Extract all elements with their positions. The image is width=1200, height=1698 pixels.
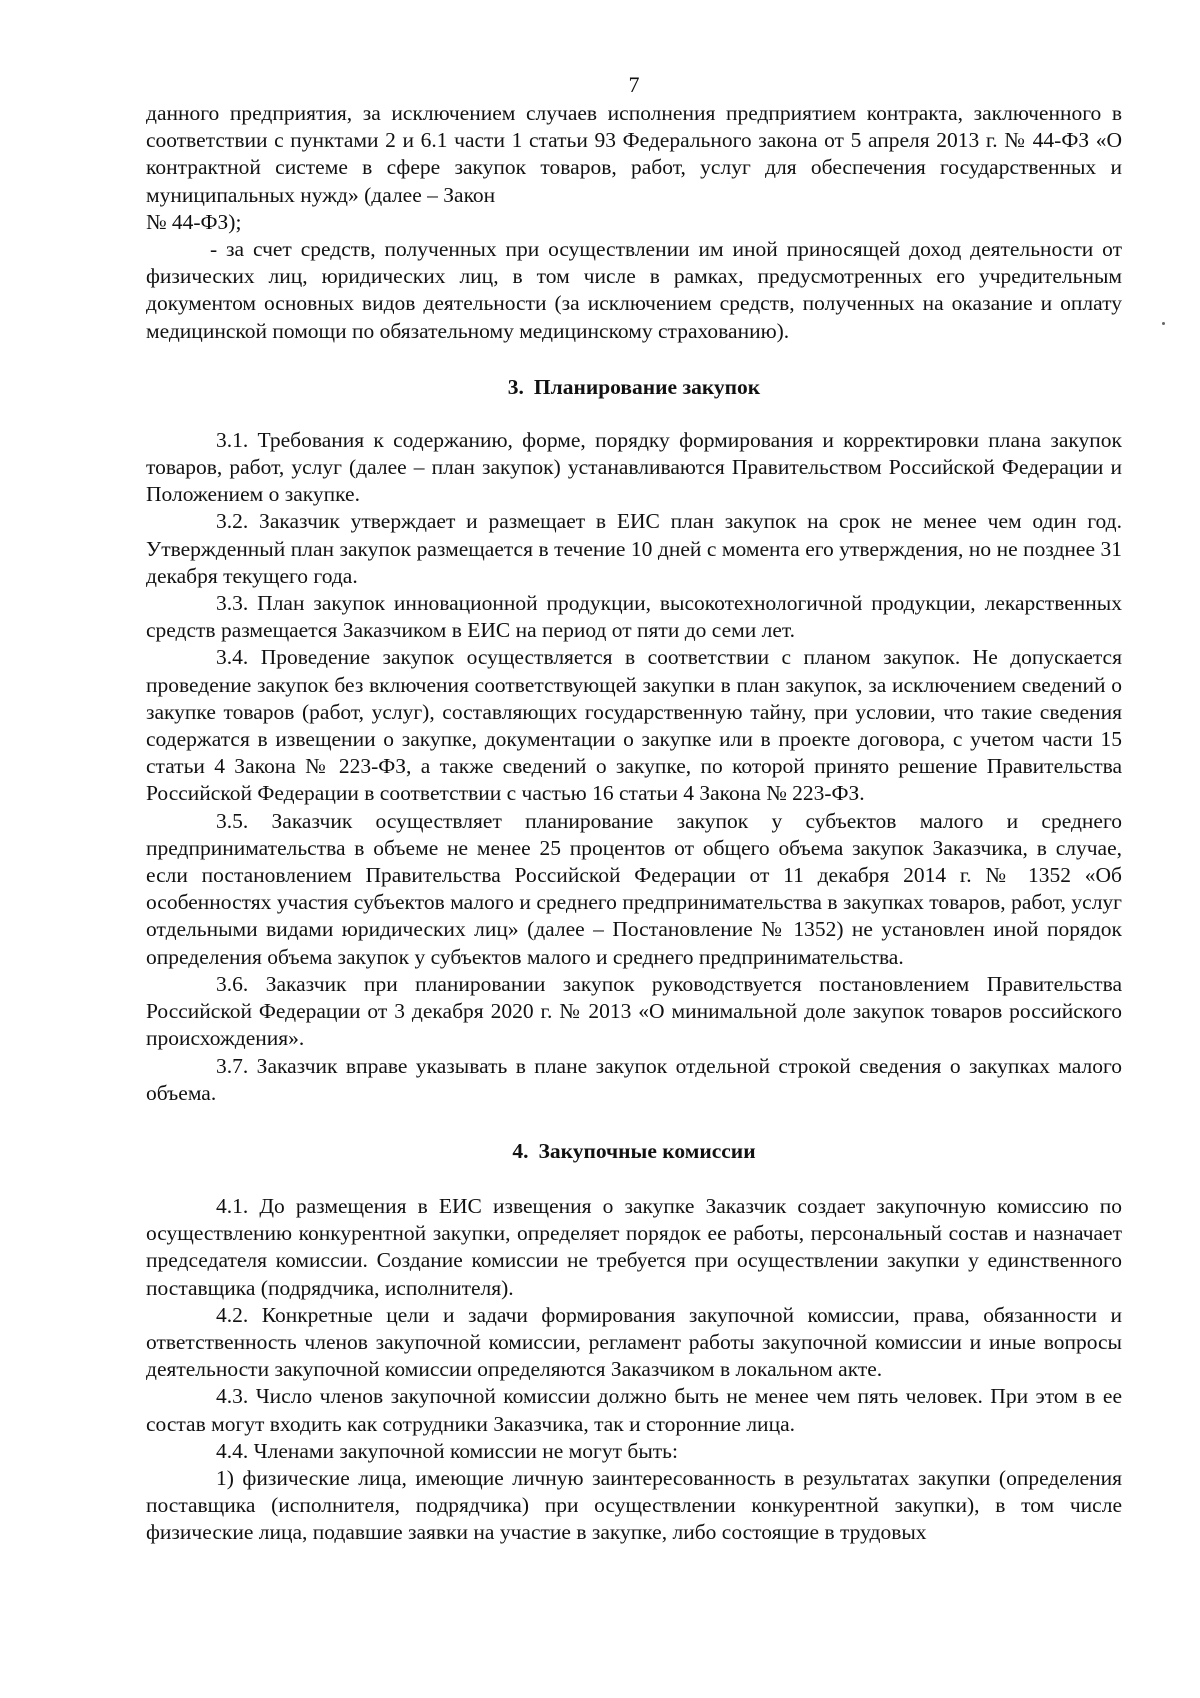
section-4-paragraph: 4.2. Конкретные цели и задачи формирования закупочной комиссии, права, обязанности и ответственность членов закупочной комиссии, регламент работы закупочной комиссии и иные вопросы деятельности закупочной комиссии определяются Заказчиком в локальном акте. bbox=[146, 1302, 1122, 1382]
section-4-paragraph: 1) физические лица, имеющие личную заинтересованность в результатах закупки (определения поставщика (исполнителя, подрядчика) при осуществлении конкурентной закупки), в том числе физические лица, подавшие заявки на участие в закупке, либо состоящие в трудовых bbox=[146, 1465, 1122, 1545]
intro-paragraph-1: данного предприятия, за исключением случаев исполнения предприятием контракта, заключенного в соответствии с пунктами 2 и 6.1 части 1 статьи 93 Федерального закона от 5 апреля 2013 г. № 44-ФЗ «О контрактной системе в сфере закупок товаров, работ, услуг для обеспечения государственных и муниципальных нужд» (далее – Закон bbox=[146, 101, 1122, 207]
section-3-number: 3. bbox=[507, 374, 524, 399]
section-4-paragraph: 4.1. До размещения в ЕИС извещения о закупке Заказчик создает закупочную комиссию по осуществлению конкурентной закупки, определяет порядок ее работы, персональный состав и назначает председателя комиссии. Создание комиссии не требуется при осуществлении закупки у единственного поставщика (подрядчика, исполнителя). bbox=[146, 1193, 1122, 1300]
section-4-title: Закупочные комиссии bbox=[538, 1138, 756, 1163]
section-3-paragraph: 3.4. Проведение закупок осуществляется в соответствии с планом закупок. Не допускается проведение закупок без включения соответствующей закупки в план закупок, за исключением сведений о закупке товаров (работ, услуг), составляющих государственную тайну, при условии, что такие сведения содержатся в извещении о закупке, документации о закупке или в проекте договора, с учетом части 15 статьи 4 Закона № 223-ФЗ, а также сведений о закупке, по которой принято решение Правительства Российской Федерации в соответствии с частью 16 статьи 4 Закона № 223-ФЗ. bbox=[146, 645, 1122, 806]
section-3-paragraph: 3.1. Требования к содержанию, форме, порядку формирования и корректировки плана закупок товаров, работ, услуг (далее – план закупок) устанавливаются Правительством Российской Федерации и Положением о закупке. bbox=[146, 427, 1122, 507]
section-3-title: Планирование закупок bbox=[533, 374, 761, 399]
section-3-paragraph: 3.5. Заказчик осуществляет планирование закупок у субъектов малого и среднего предпринимательства в объеме не менее 25 процентов от общего объема закупок Заказчика, в случае, если постановлением Правительства Российской Федерации от 11 декабря 2014 г. № 1352 «Об особенностях участия субъектов малого и среднего предпринимательства в закупках товаров, работ, услуг отдельными видами юридических лиц» (далее – Постановление № 1352) не установлен иной порядок определения объема закупок у субъектов малого и среднего предпринимательства. bbox=[146, 808, 1122, 969]
section-4-paragraph: 4.4. Членами закупочной комиссии не могут быть: bbox=[216, 1438, 678, 1463]
intro-paragraph-1-tail: № 44-ФЗ); bbox=[146, 209, 242, 234]
intro-paragraph-2: - за счет средств, полученных при осуществлении им иной приносящей доход деятельности от физических лиц, юридических лиц, в том числе в рамках, предусмотренных его учредительным документом основных видов деятельности (за исключением средств, полученных на оказание и оплату медицинской помощи по обязательному медицинскому страхованию). bbox=[146, 237, 1122, 343]
section-4-number: 4. bbox=[512, 1138, 529, 1163]
scan-speck bbox=[1162, 322, 1165, 325]
section-3-paragraph: 3.7. Заказчик вправе указывать в плане закупок отдельной строкой сведения о закупках малого объема. bbox=[146, 1053, 1122, 1105]
section-3-heading bbox=[146, 373, 1122, 401]
page-number: 7 bbox=[628, 72, 640, 97]
section-3-paragraph: 3.2. Заказчик утверждает и размещает в ЕИС план закупок на срок не менее чем один год. Утвержденный план закупок размещается в течение 10 дней с момента его утверждения, но не позднее 31 декабря текущего года. bbox=[146, 509, 1122, 588]
section-3-paragraph: 3.6. Заказчик при планировании закупок руководствуется постановлением Правительства Российской Федерации от 3 декабря 2020 г. № 2013 «О минимальной доле закупок товаров российского происхождения». bbox=[146, 971, 1122, 1051]
section-4-heading bbox=[146, 1137, 1122, 1165]
section-3-paragraph: 3.3. План закупок инновационной продукции, высокотехнологичной продукции, лекарственных средств размещается Заказчиком в ЕИС на период от пяти до семи лет. bbox=[146, 591, 1122, 643]
section-4-paragraph: 4.3. Число членов закупочной комиссии должно быть не менее чем пять человек. При этом в ее состав могут входить как сотрудники Заказчика, так и сторонние лица. bbox=[146, 1384, 1122, 1436]
